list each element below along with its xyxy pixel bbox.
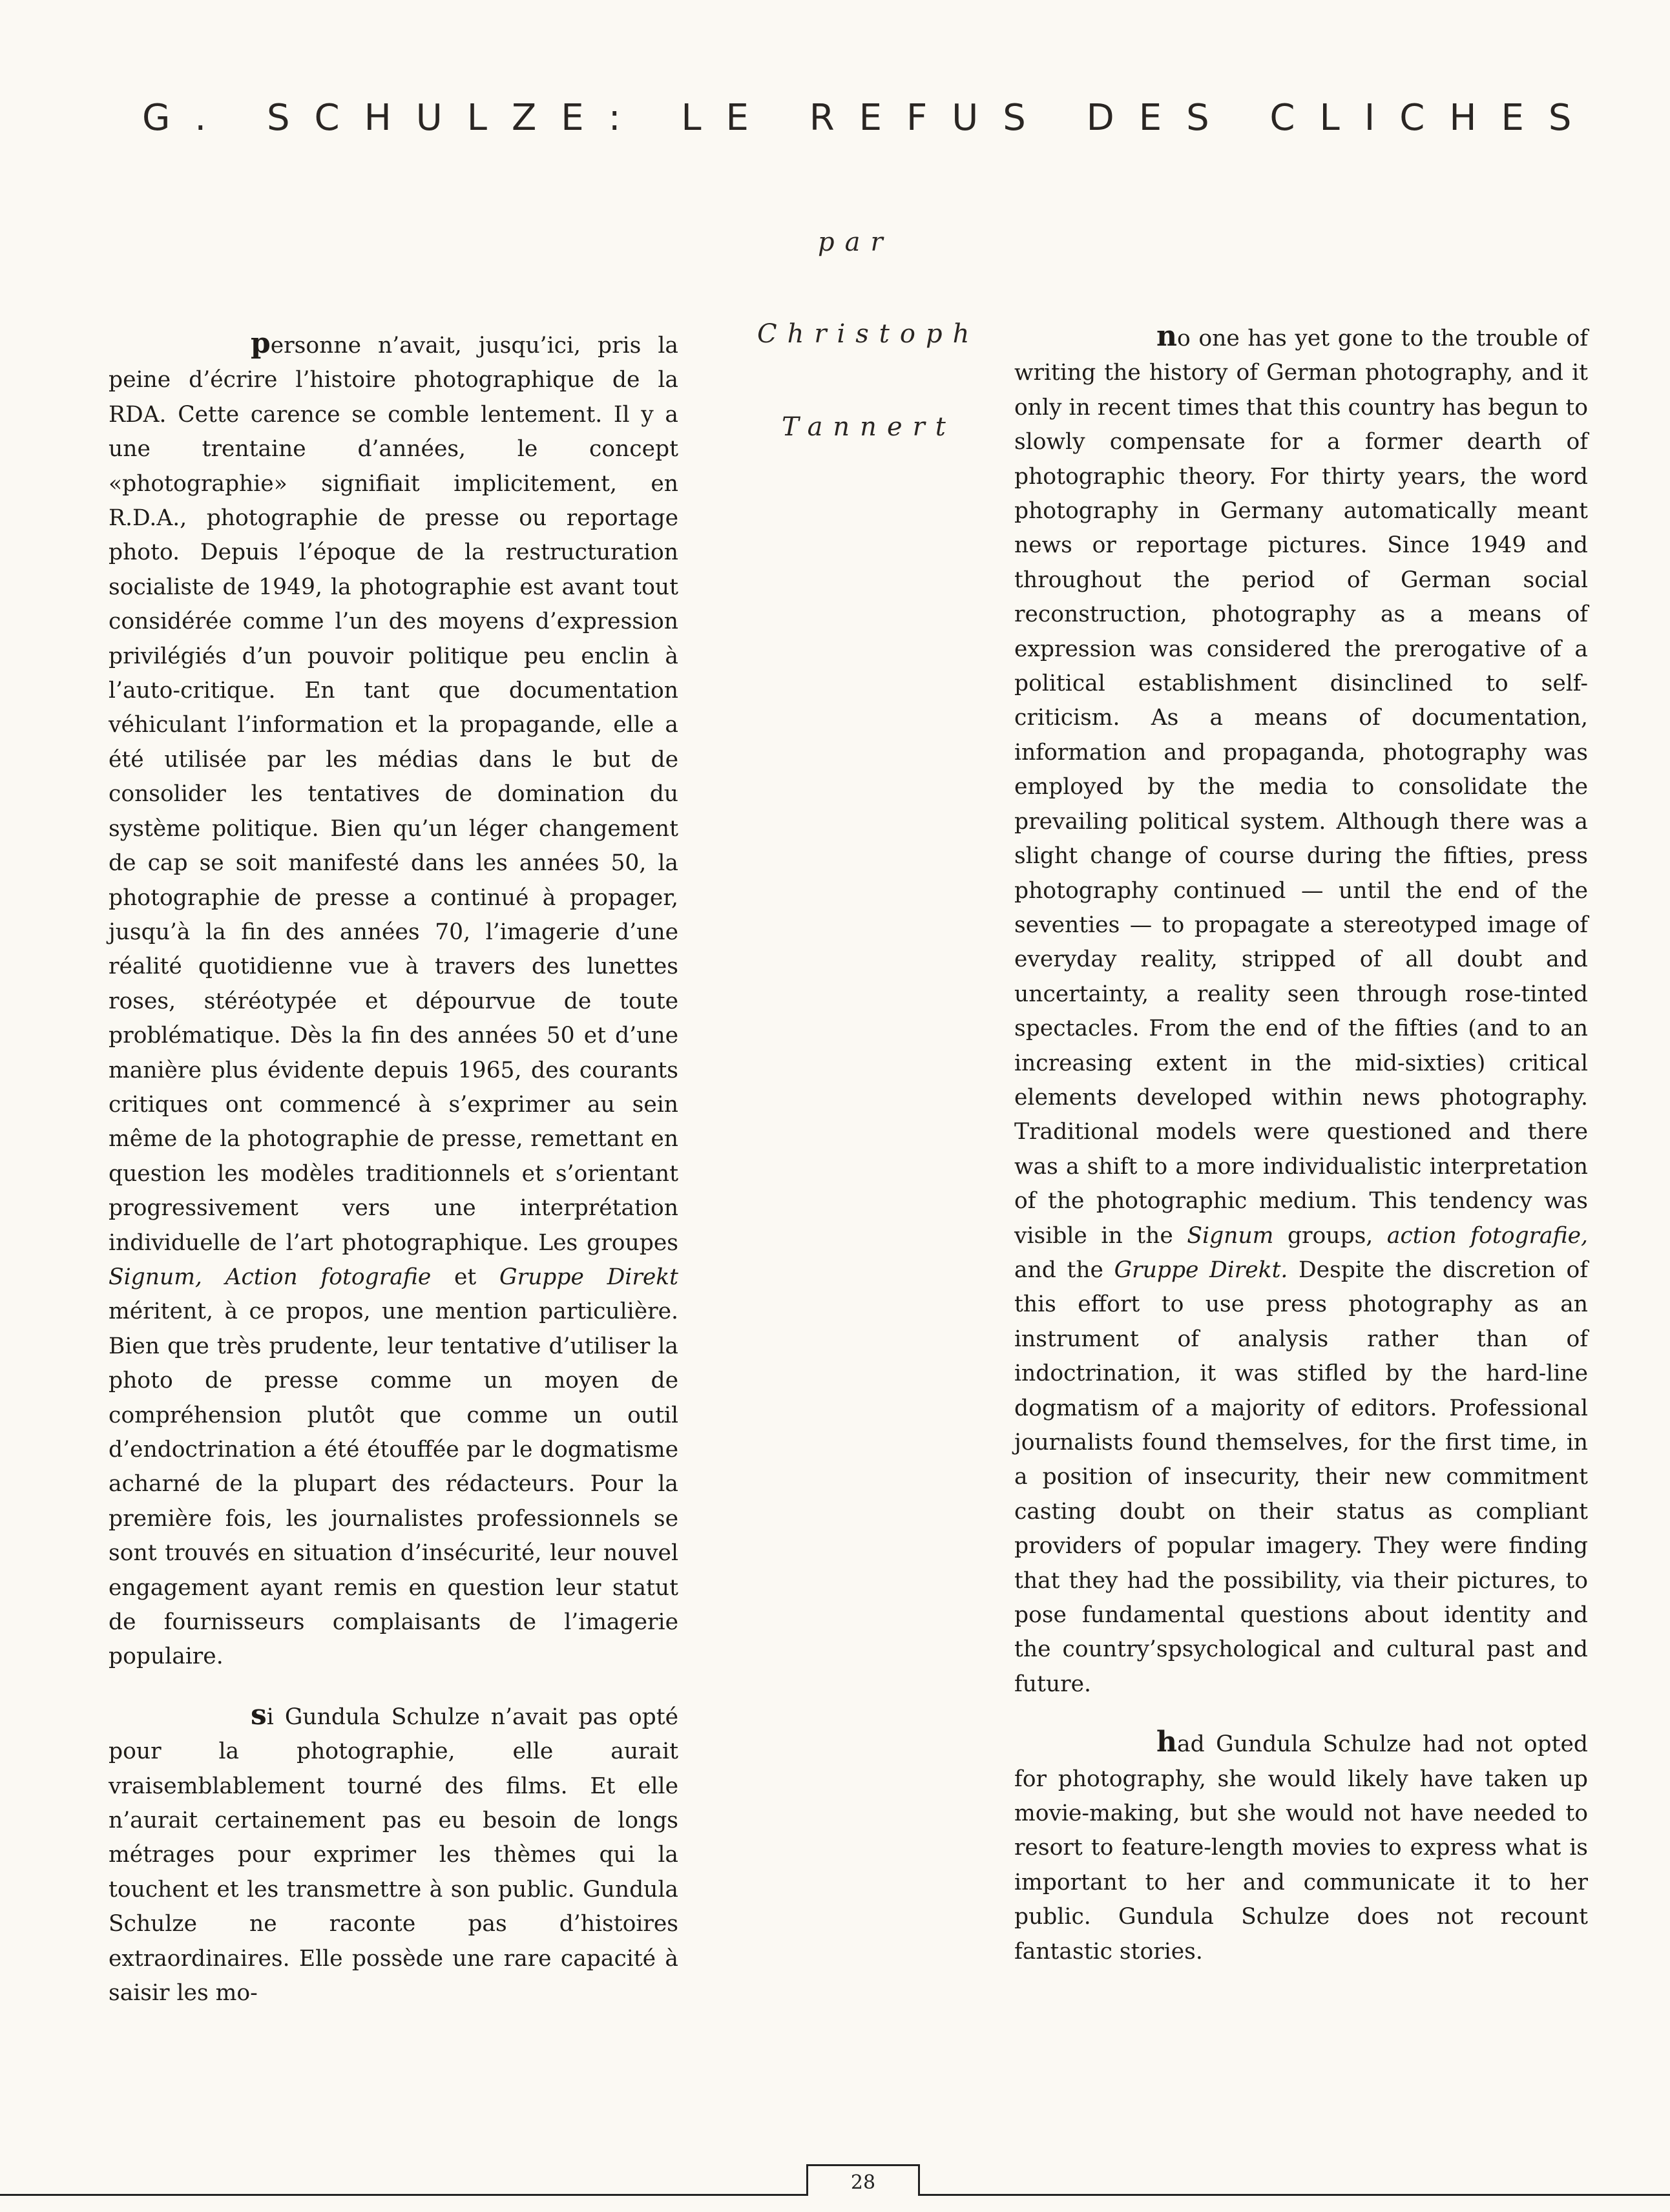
english-drop-initial-1: n bbox=[1156, 320, 1177, 353]
byline-first-name: Christoph bbox=[757, 319, 980, 349]
group-name: Gruppe Direkt bbox=[499, 1264, 679, 1290]
byline-par: par bbox=[818, 227, 893, 257]
group-name: Signum bbox=[1187, 1222, 1274, 1249]
french-column bbox=[109, 326, 678, 2011]
page-number-tab bbox=[806, 2164, 920, 2196]
french-paragraph-2: si Gundula Schulze n’avait pas opté pour la photographie, elle aurait vraisemblablement tourné des films. Et elle n’aurait certainement pas eu besoin de longs métrages pour exprimer les thèmes qui la touchent et les transmettre à son public. Gundula Schulze ne raconte pas d’histoires extraordinaires. Elle possède une rare capacité à saisir les mo- bbox=[109, 1698, 678, 2007]
english-drop-initial-2: h bbox=[1156, 1726, 1177, 1759]
group-name: Gruppe Direkt. bbox=[1114, 1257, 1288, 1283]
english-paragraph-2: had Gundula Schulze had not opted for photography, she would likely have taken up movie-making, but she would not have needed to resort to feature-length movies to express what is important to her and communicate it to her public. Gundula Schulze does not recount fantastic stories. bbox=[1014, 1726, 1588, 1965]
english-paragraph-1: no one has yet gone to the trouble of writing the history of German photography, and it only in recent times that this country has begun to slowly compensate for a former dearth of photographic theory. For thirty years, the word photography in Germany automatically meant news or reportage pictures. Since 1949 and throughout the period of German social reconstruction, photography as a means of expression was considered the prerogative of a political establishment disinclined to self-criticism. As a means of documentation, information and propaganda, photography was employed by the media to consolidate the prevailing political system. Although there was a slight change of course during the fifties, press photography continued — until the end of the seventies — to propagate a stereotyped image of everyday reality, stripped of all doubt and uncertainty, a reality seen through rose-tinted spectacles. From the end of the fifties (and to an increasing extent in the mid-sixties) critical elements developed within news photography. Traditional models were questioned and there was a shift to a more individualistic interpretation of the photographic medium. This tendency was visible in the Signum groups, action fotografie, and the Gruppe Direkt. Despite the discretion of this effort to use press photography as an instrument of analysis rather than of indoctrination, it was stifled by the hard-line dogmatism of a majority of editors. Professional journalists found themselves, for the first time, in a position of insecurity, their new commitment casting doubt on their status as compliant providers of popular imagery. They were finding that they had the possibility, via their pictures, to pose fundamental questions about identity and the country’spsychological and cultural past and future. bbox=[1014, 320, 1589, 1697]
english-column bbox=[1014, 319, 1588, 1969]
byline-last-name: Tannert bbox=[782, 412, 956, 442]
french-drop-initial-1: p bbox=[251, 327, 271, 360]
french-paragraph-1: personne n’avait, jusqu’ici, pris la peine d’écrire l’histoire photographique de la RDA. Cette carence se comble lentement. Il y a une trentaine d’années, le concept «photographie» signifiait implicitement, en R.D.A., photographie de presse ou reportage photo. Depuis l’époque de la restructuration socialiste de 1949, la photographie est avant tout considérée comme l’un des moyens d’expression privilégiés d’un pouvoir politique peu enclin à l’auto-critique. En tant que documentation véhiculant l’information et la propagande, elle a été utilisée par les médias dans le but de consolider les tentatives de domination du système politique. Bien qu’un léger changement de cap se soit manifesté dans les années 50, la photographie de presse a continué à propager, jusqu’à la fin des années 70, l’imagerie d’une réalité quotidienne vue à travers des lunettes roses, stéréotypée et dépourvue de toute problématique. Dès la fin des années 50 et d’une manière plus évidente depuis 1965, des courants critiques ont commencé à s’exprimer au sein même de la photographie de presse, remettant en question les modèles traditionnels et s’orientant progressivement vers une interprétation individuelle de l’art photographique. Les groupes Signum, Action fotografie et Gruppe Direkt méritent, à ce propos, une mention particulière. Bien que très prudente, leur tentative d’utiliser la photo de presse comme un moyen de compréhension plutôt que comme un outil d’endoctrination a été étouffée par le dogmatisme acharné de la plupart des rédacteurs. Pour la première fois, les journalistes professionnels se sont trouvés en situation d’insécurité, leur nouvel engagement ayant remis en question leur statut de fournisseurs complaisants de l’imagerie populaire. bbox=[109, 327, 679, 1670]
french-drop-initial-2: s bbox=[251, 1698, 267, 1731]
group-name: action fotografie, bbox=[1386, 1222, 1589, 1249]
group-name: Action fotografie bbox=[225, 1264, 432, 1290]
page-number: 28 bbox=[850, 2171, 876, 2194]
article-title: G. SCHULZE: LE REFUS DES CLICHES bbox=[142, 97, 1596, 139]
group-name: Signum, bbox=[109, 1264, 202, 1290]
